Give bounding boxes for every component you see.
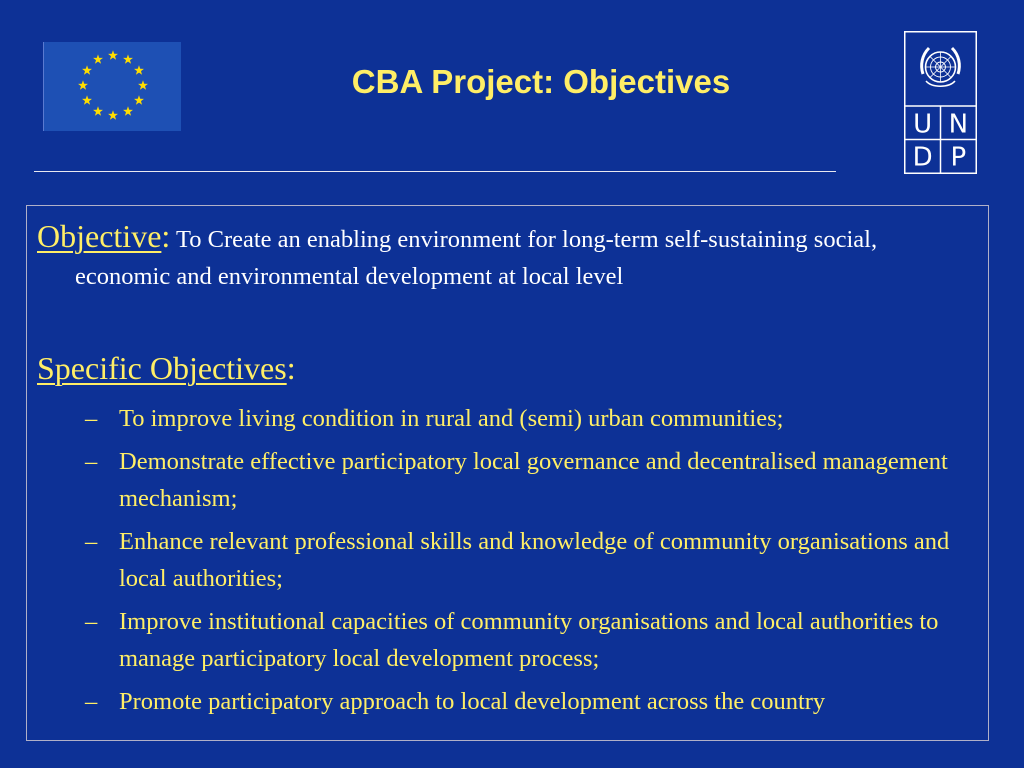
un-emblem-icon [922,48,960,86]
content-box [26,205,989,741]
list-item [85,523,989,597]
list-dash: – [85,448,98,475]
undp-letter-n: N [948,109,969,140]
star-icon [93,106,103,115]
specific-objectives-heading [37,348,296,395]
list-item [85,683,989,720]
specific-objectives-list [85,400,989,726]
objective-text: To Create an enabling environment for long-term self-sustaining social, economic and environmental development at local level [75,226,878,290]
objective-label: Objective [37,218,162,254]
undp-logo [904,31,977,174]
list-item-text: Improve institutional capacities of community organisations and local authorities to manage participatory local development process; [119,608,939,672]
objective-paragraph [37,218,975,295]
star-icon [108,110,118,119]
undp-letter-p: P [950,142,967,173]
list-item-text: Demonstrate effective participatory local governance and decentralised management mechanism; [119,448,948,512]
specific-objectives-label: Specific Objectives [37,350,287,386]
list-item-text: To improve living condition in rural and (semi) urban communities; [119,405,784,432]
undp-logo-graphic [904,31,977,174]
title-divider [34,171,836,172]
list-item [85,400,989,437]
list-item-text: Enhance relevant professional skills and knowledge of community organisations and local authorities; [119,528,950,592]
list-item [85,603,989,677]
objective-colon: : [161,218,171,254]
star-icon [123,106,133,115]
list-item [85,443,989,517]
list-dash: – [85,608,98,635]
star-icon [108,50,118,59]
list-dash: – [85,405,98,432]
specific-objectives-colon: : [286,350,296,386]
list-dash: – [85,688,98,715]
list-dash: – [85,528,98,555]
undp-letter-d: D [912,142,933,173]
slide-title: CBA Project: Objectives [351,63,731,100]
undp-letter-u: U [913,109,933,140]
list-item-text: Promote participatory approach to local development across the country [119,688,826,715]
